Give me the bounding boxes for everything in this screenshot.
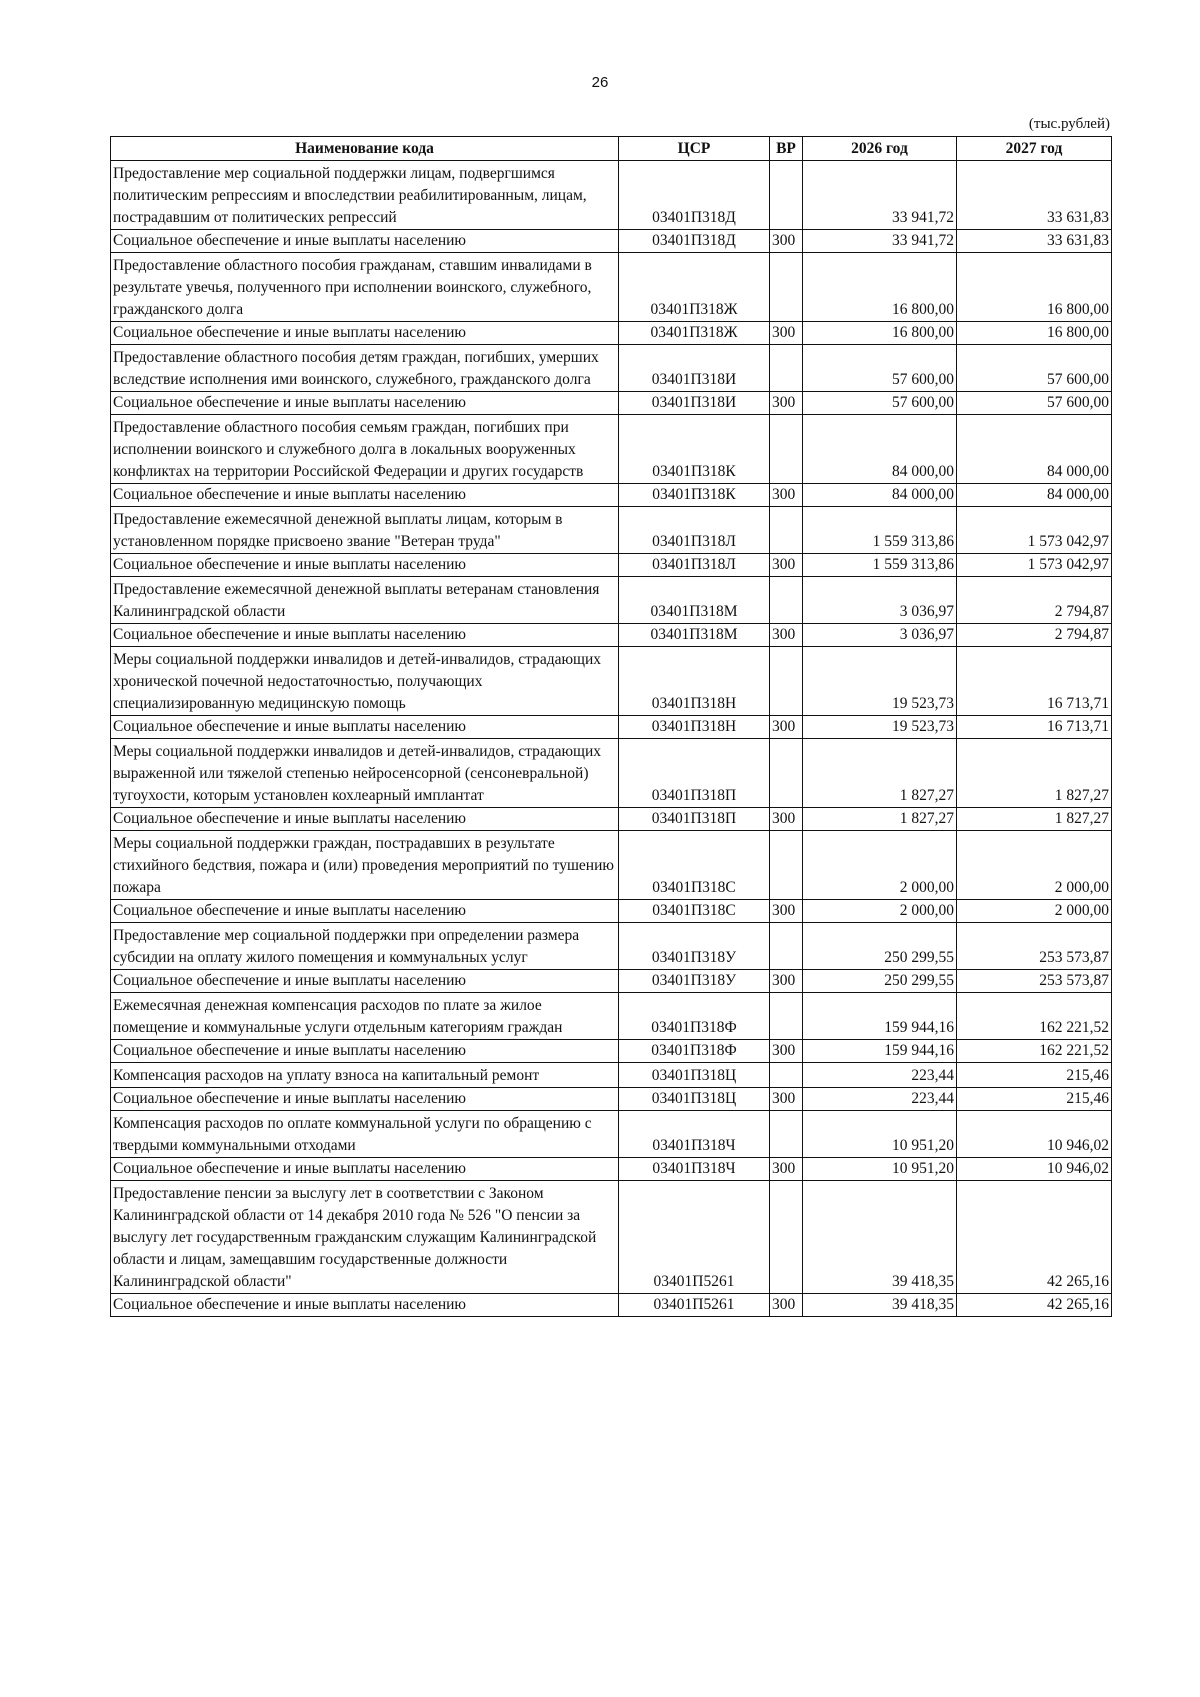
table-row (111, 484, 1112, 507)
cell-2027: 84 000,00 (957, 415, 1112, 484)
cell-csr: 03401П318И (619, 392, 770, 415)
cell-vr: 300 (770, 1088, 803, 1111)
cell-csr: 03401П5261 (619, 1294, 770, 1317)
header-name: Наименование кода (111, 137, 619, 161)
cell-name: Социальное обеспечение и иные выплаты населению (111, 1158, 619, 1181)
cell-csr: 03401П318Ч (619, 1111, 770, 1158)
cell-csr: 03401П318С (619, 831, 770, 900)
cell-name: Предоставление областного пособия детям граждан, погибших, умерших вследствие исполнения ими воинского, служебного, гражданского долга (111, 345, 619, 392)
cell-2026: 33 941,72 (803, 161, 957, 230)
cell-2027: 2 000,00 (957, 900, 1112, 923)
cell-vr: 300 (770, 230, 803, 253)
cell-csr: 03401П318Ф (619, 993, 770, 1040)
cell-name: Меры социальной поддержки инвалидов и детей-инвалидов, страдающих выраженной или тяжелой степенью нейросенсорной (сенсоневральной) тугоухости, которым установлен кохлеарный имплантат (111, 739, 619, 808)
cell-vr: 300 (770, 392, 803, 415)
cell-name: Социальное обеспечение и иные выплаты населению (111, 1088, 619, 1111)
cell-vr: 300 (770, 554, 803, 577)
cell-name: Социальное обеспечение и иные выплаты населению (111, 554, 619, 577)
cell-name: Социальное обеспечение и иные выплаты населению (111, 624, 619, 647)
cell-2026: 16 800,00 (803, 322, 957, 345)
table-row (111, 322, 1112, 345)
cell-2026: 3 036,97 (803, 577, 957, 624)
cell-2027: 42 265,16 (957, 1181, 1112, 1294)
cell-2026: 10 951,20 (803, 1158, 957, 1181)
table-row (111, 1181, 1112, 1294)
cell-vr (770, 345, 803, 392)
cell-vr: 300 (770, 322, 803, 345)
cell-csr: 03401П318К (619, 415, 770, 484)
cell-vr: 300 (770, 1040, 803, 1063)
cell-name: Социальное обеспечение и иные выплаты населению (111, 900, 619, 923)
cell-2027: 16 713,71 (957, 647, 1112, 716)
table-row (111, 1040, 1112, 1063)
cell-name: Ежемесячная денежная компенсация расходов по плате за жилое помещение и коммунальные услуги отдельным категориям граждан (111, 993, 619, 1040)
cell-name: Социальное обеспечение и иные выплаты населению (111, 322, 619, 345)
cell-2026: 16 800,00 (803, 253, 957, 322)
cell-2027: 42 265,16 (957, 1294, 1112, 1317)
table-row (111, 1063, 1112, 1088)
cell-2027: 2 794,87 (957, 624, 1112, 647)
cell-csr: 03401П318П (619, 739, 770, 808)
cell-vr (770, 253, 803, 322)
cell-csr: 03401П318М (619, 624, 770, 647)
table-row (111, 230, 1112, 253)
cell-2026: 84 000,00 (803, 415, 957, 484)
header-2027: 2027 год (957, 137, 1112, 161)
cell-name: Социальное обеспечение и иные выплаты населению (111, 484, 619, 507)
table-row (111, 392, 1112, 415)
cell-name: Социальное обеспечение и иные выплаты населению (111, 392, 619, 415)
cell-2027: 57 600,00 (957, 345, 1112, 392)
table-row (111, 716, 1112, 739)
cell-2027: 162 221,52 (957, 993, 1112, 1040)
table-row (111, 345, 1112, 392)
cell-2027: 10 946,02 (957, 1158, 1112, 1181)
table-row (111, 1088, 1112, 1111)
cell-csr: 03401П318У (619, 923, 770, 970)
cell-csr: 03401П318Н (619, 647, 770, 716)
cell-vr: 300 (770, 484, 803, 507)
cell-vr: 300 (770, 900, 803, 923)
cell-name: Социальное обеспечение и иные выплаты населению (111, 1294, 619, 1317)
cell-2026: 57 600,00 (803, 392, 957, 415)
cell-name: Предоставление областного пособия гражданам, ставшим инвалидами в результате увечья, полученного при исполнении воинского, служебного, гражданского долга (111, 253, 619, 322)
table-row (111, 507, 1112, 554)
cell-vr (770, 507, 803, 554)
cell-csr: 03401П318Ж (619, 322, 770, 345)
cell-2026: 2 000,00 (803, 900, 957, 923)
cell-vr: 300 (770, 624, 803, 647)
table-row (111, 739, 1112, 808)
cell-csr: 03401П318Д (619, 161, 770, 230)
table-row (111, 1294, 1112, 1317)
cell-name: Социальное обеспечение и иные выплаты населению (111, 970, 619, 993)
cell-2027: 1 827,27 (957, 739, 1112, 808)
header-2026: 2026 год (803, 137, 957, 161)
cell-name: Социальное обеспечение и иные выплаты населению (111, 230, 619, 253)
cell-2027: 1 827,27 (957, 808, 1112, 831)
cell-2026: 39 418,35 (803, 1181, 957, 1294)
cell-csr: 03401П318С (619, 900, 770, 923)
cell-vr (770, 647, 803, 716)
table-body (111, 161, 1112, 1317)
cell-csr: 03401П5261 (619, 1181, 770, 1294)
cell-csr: 03401П318Л (619, 507, 770, 554)
cell-2026: 19 523,73 (803, 647, 957, 716)
cell-name: Социальное обеспечение и иные выплаты населению (111, 716, 619, 739)
cell-2027: 1 573 042,97 (957, 507, 1112, 554)
cell-2026: 159 944,16 (803, 1040, 957, 1063)
table-row (111, 831, 1112, 900)
cell-2026: 57 600,00 (803, 345, 957, 392)
cell-2026: 2 000,00 (803, 831, 957, 900)
header-csr: ЦСР (619, 137, 770, 161)
table-row (111, 993, 1112, 1040)
cell-2026: 159 944,16 (803, 993, 957, 1040)
cell-name: Предоставление мер социальной поддержки лицам, подвергшимся политическим репрессиям и впоследствии реабилитированным, лицам, пострадавшим от политических репрессий (111, 161, 619, 230)
table-row (111, 1111, 1112, 1158)
cell-vr (770, 1111, 803, 1158)
cell-name: Предоставление ежемесячной денежной выплаты лицам, которым в установленном порядке присвоено звание "Ветеран труда" (111, 507, 619, 554)
cell-name: Предоставление мер социальной поддержки при определении размера субсидии на оплату жилого помещения и коммунальных услуг (111, 923, 619, 970)
cell-vr (770, 577, 803, 624)
cell-2027: 57 600,00 (957, 392, 1112, 415)
cell-2027: 162 221,52 (957, 1040, 1112, 1063)
cell-2026: 1 827,27 (803, 808, 957, 831)
cell-csr: 03401П318И (619, 345, 770, 392)
cell-2026: 33 941,72 (803, 230, 957, 253)
table-row (111, 808, 1112, 831)
cell-2027: 1 573 042,97 (957, 554, 1112, 577)
cell-name: Социальное обеспечение и иные выплаты населению (111, 1040, 619, 1063)
table-row (111, 970, 1112, 993)
cell-2027: 215,46 (957, 1063, 1112, 1088)
cell-vr: 300 (770, 808, 803, 831)
table-row (111, 253, 1112, 322)
cell-vr (770, 993, 803, 1040)
cell-vr (770, 415, 803, 484)
cell-vr (770, 739, 803, 808)
cell-csr: 03401П318Ц (619, 1063, 770, 1088)
cell-name: Предоставление ежемесячной денежной выплаты ветеранам становления Калининградской области (111, 577, 619, 624)
cell-name: Социальное обеспечение и иные выплаты населению (111, 808, 619, 831)
cell-vr: 300 (770, 1158, 803, 1181)
table-header-row (111, 137, 1112, 161)
cell-2027: 2 794,87 (957, 577, 1112, 624)
table-row (111, 923, 1112, 970)
cell-2027: 16 800,00 (957, 322, 1112, 345)
cell-vr: 300 (770, 1294, 803, 1317)
table-row (111, 161, 1112, 230)
cell-csr: 03401П318П (619, 808, 770, 831)
header-vr: ВР (770, 137, 803, 161)
cell-csr: 03401П318Ф (619, 1040, 770, 1063)
cell-2027: 2 000,00 (957, 831, 1112, 900)
cell-vr (770, 1181, 803, 1294)
cell-csr: 03401П318К (619, 484, 770, 507)
cell-2026: 1 827,27 (803, 739, 957, 808)
table-row (111, 1158, 1112, 1181)
cell-name: Предоставление пенсии за выслугу лет в соответствии с Законом Калининградской области от 14 декабря 2010 года № 526 "О пенсии за выслугу лет государственным гражданским служащим Калининградской области и лицам, замещавшим государственные должности Калининградской области" (111, 1181, 619, 1294)
cell-2026: 39 418,35 (803, 1294, 957, 1317)
cell-name: Предоставление областного пособия семьям граждан, погибших при исполнении воинского и служебного долга в локальных вооруженных конфликтах на территории Российской Федерации и других государств (111, 415, 619, 484)
cell-vr (770, 923, 803, 970)
cell-vr (770, 1063, 803, 1088)
cell-vr (770, 831, 803, 900)
cell-2026: 223,44 (803, 1063, 957, 1088)
cell-vr: 300 (770, 716, 803, 739)
page-number: 26 (591, 74, 609, 91)
table-row (111, 415, 1112, 484)
cell-2027: 33 631,83 (957, 161, 1112, 230)
table-row (111, 900, 1112, 923)
cell-2027: 84 000,00 (957, 484, 1112, 507)
cell-2027: 10 946,02 (957, 1111, 1112, 1158)
cell-csr: 03401П318Ч (619, 1158, 770, 1181)
table-row (111, 554, 1112, 577)
cell-2027: 253 573,87 (957, 923, 1112, 970)
cell-2027: 33 631,83 (957, 230, 1112, 253)
cell-2027: 253 573,87 (957, 970, 1112, 993)
cell-vr: 300 (770, 970, 803, 993)
cell-csr: 03401П318У (619, 970, 770, 993)
cell-2026: 250 299,55 (803, 923, 957, 970)
cell-2026: 10 951,20 (803, 1111, 957, 1158)
cell-2026: 3 036,97 (803, 624, 957, 647)
cell-2027: 16 713,71 (957, 716, 1112, 739)
cell-name: Меры социальной поддержки инвалидов и детей-инвалидов, страдающих хронической почечной недостаточностью, получающих специализированную медицинскую помощь (111, 647, 619, 716)
cell-2026: 1 559 313,86 (803, 507, 957, 554)
budget-table (110, 136, 1112, 1317)
cell-csr: 03401П318М (619, 577, 770, 624)
cell-2026: 1 559 313,86 (803, 554, 957, 577)
cell-2026: 84 000,00 (803, 484, 957, 507)
cell-2026: 19 523,73 (803, 716, 957, 739)
cell-csr: 03401П318Н (619, 716, 770, 739)
cell-name: Меры социальной поддержки граждан, пострадавших в результате стихийного бедствия, пожара и (или) проведения мероприятий по тушению пожара (111, 831, 619, 900)
units-label: (тыс.рублей) (1028, 116, 1110, 132)
table-row (111, 624, 1112, 647)
cell-name: Компенсация расходов по оплате коммунальной услуги по обращению с твердыми коммунальными отходами (111, 1111, 619, 1158)
table-row (111, 647, 1112, 716)
cell-csr: 03401П318Ж (619, 253, 770, 322)
cell-csr: 03401П318Д (619, 230, 770, 253)
cell-2026: 250 299,55 (803, 970, 957, 993)
cell-2027: 215,46 (957, 1088, 1112, 1111)
cell-2026: 223,44 (803, 1088, 957, 1111)
cell-csr: 03401П318Ц (619, 1088, 770, 1111)
cell-2027: 16 800,00 (957, 253, 1112, 322)
cell-name: Компенсация расходов на уплату взноса на капитальный ремонт (111, 1063, 619, 1088)
cell-csr: 03401П318Л (619, 554, 770, 577)
table-row (111, 577, 1112, 624)
cell-vr (770, 161, 803, 230)
